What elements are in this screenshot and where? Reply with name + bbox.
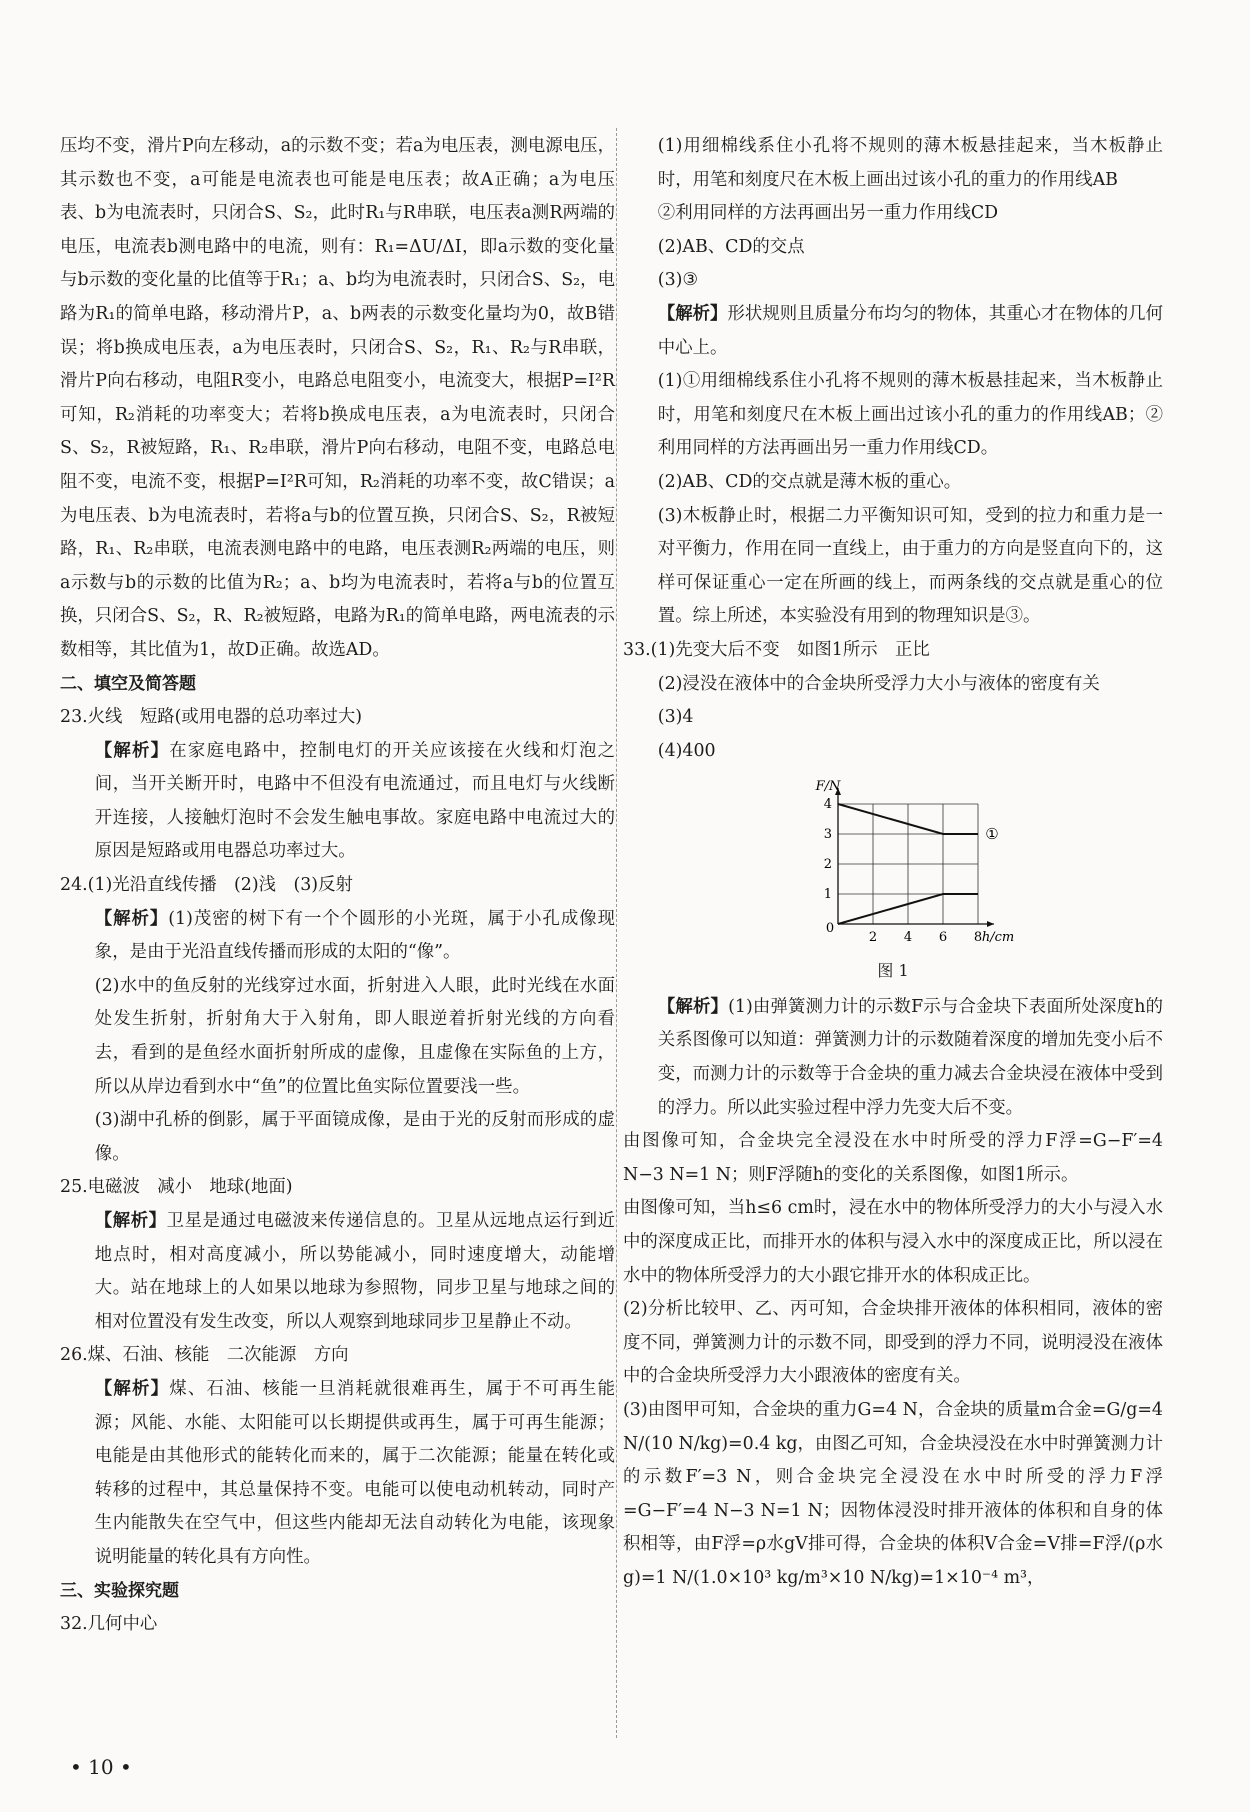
q32-analysis: 【解析】形状规则且质量分布均匀的物体，其重心才在物体的几何中心上。 <box>657 303 1163 358</box>
y-axis-label: F/N <box>815 779 841 795</box>
column-divider <box>616 128 617 1738</box>
q33-analysis-5: (3)由图甲可知，合金块的重力G=4 N，合金块的质量m合金=G/g=4 N/(10 N/kg)=0.4 kg，由图乙可知，合金块浸没在水中时弹簧测力计的示数F′=3 N，则合金块完全浸没在水中时所受的浮力F浮=G−F′=4 N−3 N=1 N；因物体浸没时排开液体的体积和自身的体积相等，由F浮=ρ水gV排可得，合金块的体积V合金=V排=F浮/(ρ水g)=1 N/(1.0×10³ kg/m³×10 N/kg)=1×10⁻⁴ m³， <box>623 1400 1163 1588</box>
answer-q32: 32.几何中心 <box>60 1614 158 1635</box>
analysis-q25: 【解析】卫星是通过电磁波来传递信息的。卫星从远地点运行到近地点时，相对高度减小，所以势能减小，同时速度增大，动能增大。站在地球上的人如果以地球为参照物，同步卫星与地球之间的相对位置没有发生改变，所以人观察到地球同步卫星静止不动。 <box>94 1211 615 1332</box>
right-column <box>623 130 1163 1596</box>
analysis-tag: 【解析】 <box>657 303 728 324</box>
answer-q33-3: (3)4 <box>657 707 694 728</box>
x-tick-label: 2 <box>868 930 878 946</box>
q32-analysis-3: (3)木板静止时，根据二力平衡知识可知，受到的拉力和重力是一对平衡力，作用在同一直线上，由于重力的方向是竖直向下的，这样可保证重心一定在所画的线上，而两条线的交点就是重心的位置。综上所述，本实验没有用到的物理知识是③。 <box>657 505 1163 627</box>
analysis-q24-3: (3)湖中孔桥的倒影，属于平面镜成像，是由于光的反射而形成的虚像。 <box>94 1110 615 1164</box>
y-tick-label: 2 <box>823 857 832 873</box>
q32-part3: (3)③ <box>657 270 699 291</box>
x-axis-label: h/cm <box>981 930 1015 946</box>
q33-analysis-3: 由图像可知，当h≤6 cm时，浸在水中的物体所受浮力的大小与浸入水中的深度成正比，而排开水的体积与浸入水中的深度成正比，所以浸在水中的物体所受浮力的大小跟它排开水的体积成正比。 <box>623 1198 1163 1286</box>
q32-analysis-1: (1)①用细棉线系住小孔将不规则的薄木板悬挂起来，当木板静止时，用笔和刻度尺在木板上画出过该小孔的重力的作用线AB；②利用同样的方法再画出另一重力作用线CD。 <box>657 371 1163 459</box>
analysis-tag: 【解析】 <box>94 1378 170 1399</box>
x-tick-label: 6 <box>938 930 948 946</box>
y-tick-label: 4 <box>823 797 832 813</box>
x-axis-arrow <box>987 921 994 927</box>
series-label: ① <box>985 825 999 844</box>
y-tick-label: 1 <box>823 887 832 903</box>
q33-analysis-2: 由图像可知，合金块完全浸没在水中时所受的浮力F浮=G−F′=4 N−3 N=1 N；则F浮随h的变化的关系图像，如图1所示。 <box>623 1131 1163 1185</box>
answer-q23: 23.火线 短路(或用电器的总功率过大) <box>60 707 363 728</box>
x-tick-label: 0 <box>825 921 835 937</box>
q32-analysis-2: (2)AB、CD的交点就是薄木板的重心。 <box>657 471 962 492</box>
answer-q33-4: (4)400 <box>657 740 716 761</box>
analysis-q24-1: 【解析】(1)茂密的树下有一个个圆形的小光斑，属于小孔成像现象，是由于光沿直线传播而形成的太阳的“像”。 <box>94 908 615 963</box>
paragraph-q22-continued: 压均不变，滑片P向左移动，a的示数不变；若a为电压表，测电源电压，其示数也不变，a可能是电流表也可能是电压表；故A正确；a为电压表、b为电流表时，只闭合S、S₂，此时R₁与R串联，电压表a测R两端的电压，电流表b测电路中的电流，则有：R₁=ΔU/ΔI，即a示数的变化量与b示数的变化量的比值等于R₁；a、b均为电流表时，只闭合S、S₂，电路为R₁的简单电路，移动滑片P，a、b两表的示数变化量均为0，故B错误；将b换成电压表，a为电压表时，只闭合S、S₂，R₁、R₂与R串联，滑片P向右移动，电阻R变小，电路总电阻变小，电流变大，根据P=I²R可知，R₂消耗的功率变大；若将b换成电压表，a为电流表时，只闭合S、S₂，R被短路，R₁、R₂串联，滑片P向右移动，电阻不变，电路总电阻不变，电流不变，根据P=I²R可知，R₂消耗的功率不变，故C错误；a为电压表、b为电流表时，若将a与b的位置互换，只闭合S、S₂，R被短路，R₁、R₂串联，电流表测电路中的电路，电压表测R₂两端的电压，则a示数与b的示数的比值为R₂；a、b均为电流表时，若将a与b的位置互换，只闭合S、S₂，R、R₂被短路，电路为R₁的简单电路，两电流表的示数相等，其比值为1，故D正确。故选AD。 <box>60 136 615 660</box>
answer-q25: 25.电磁波 减小 地球(地面) <box>60 1177 293 1198</box>
page-number: • 10 • <box>70 1755 132 1779</box>
analysis-tag: 【解析】 <box>94 908 169 929</box>
section-heading-fill: 二、填空及简答题 <box>60 673 196 694</box>
x-tick-label: 8 <box>973 930 983 946</box>
analysis-q24-2: (2)水中的鱼反射的光线穿过水面，折射进入人眼，此时光线在水面处发生折射，折射角大于入射角，即人眼逆着折射光线的方向看去，看到的是鱼经水面折射所成的虚像，且虚像在实际鱼的上方，所以从岸边看到水中“鱼”的位置比鱼实际位置要浅一些。 <box>94 975 615 1097</box>
figure-1 <box>623 774 1163 957</box>
q32-step1: (1)用细棉线系住小孔将不规则的薄木板悬挂起来，当木板静止时，用笔和刻度尺在木板上画出过该小孔的重力的作用线AB <box>657 136 1163 190</box>
analysis-tag: 【解析】 <box>94 1211 167 1231</box>
analysis-q23: 【解析】在家庭电路中，控制电灯的开关应该接在火线和灯泡之间，当开关断开时，电路中不但没有电流通过，而且电灯与火线断开连接，人接触灯泡时不会发生触电事故。家庭电路中电流过大的原因是短路或用电器总功率过大。 <box>94 740 615 862</box>
answer-q26: 26.煤、石油、核能 二次能源 方向 <box>60 1345 349 1366</box>
analysis-q26: 【解析】煤、石油、核能一旦消耗就很难再生，属于不可再生能源；风能、水能、太阳能可以长期提供或再生，属于可再生能源；电能是由其他形式的能转化而来的，属于二次能源；能量在转化或转移的过程中，其总量保持不变。电能可以使电动机转动，同时产生内能散失在空气中，但这些内能却无法自动转化为电能，该现象说明能量的转化具有方向性。 <box>94 1378 615 1567</box>
y-tick-label: 3 <box>823 827 832 843</box>
buoyancy-chart <box>778 774 1015 946</box>
q33-analysis-4: (2)分析比较甲、乙、丙可知，合金块排开液体的体积相同，液体的密度不同，弹簧测力计的示数不同，即受到的浮力不同，说明浸没在液体中的合金块所受浮力大小跟液体的密度有关。 <box>623 1299 1163 1387</box>
q33-analysis-1: 【解析】(1)由弹簧测力计的示数F示与合金块下表面所处深度h的关系图像可以知道：弹簧测力计的示数随着深度的增加先变小后不变，而测力计的示数等于合金块的重力减去合金块浸在液体中受到的浮力。所以此实验过程中浮力先变大后不变。 <box>657 996 1163 1118</box>
q32-part2: (2)AB、CD的交点 <box>657 236 805 257</box>
x-tick-label: 4 <box>903 930 913 946</box>
left-column <box>60 130 615 1642</box>
answer-q24: 24.(1)光沿直线传播 (2)浅 (3)反射 <box>60 875 353 896</box>
analysis-tag: 【解析】 <box>94 740 170 761</box>
figure-caption: 图 1 <box>877 960 909 980</box>
analysis-tag: 【解析】 <box>657 996 729 1017</box>
answer-q33-2: (2)浸没在液体中的合金块所受浮力大小与液体的密度有关 <box>657 673 1100 694</box>
answer-q33-1: 33.(1)先变大后不变 如图1所示 正比 <box>623 639 930 660</box>
section-heading-experiment: 三、实验探究题 <box>60 1580 179 1601</box>
q32-step2: ②利用同样的方法再画出另一重力作用线CD <box>657 203 999 224</box>
